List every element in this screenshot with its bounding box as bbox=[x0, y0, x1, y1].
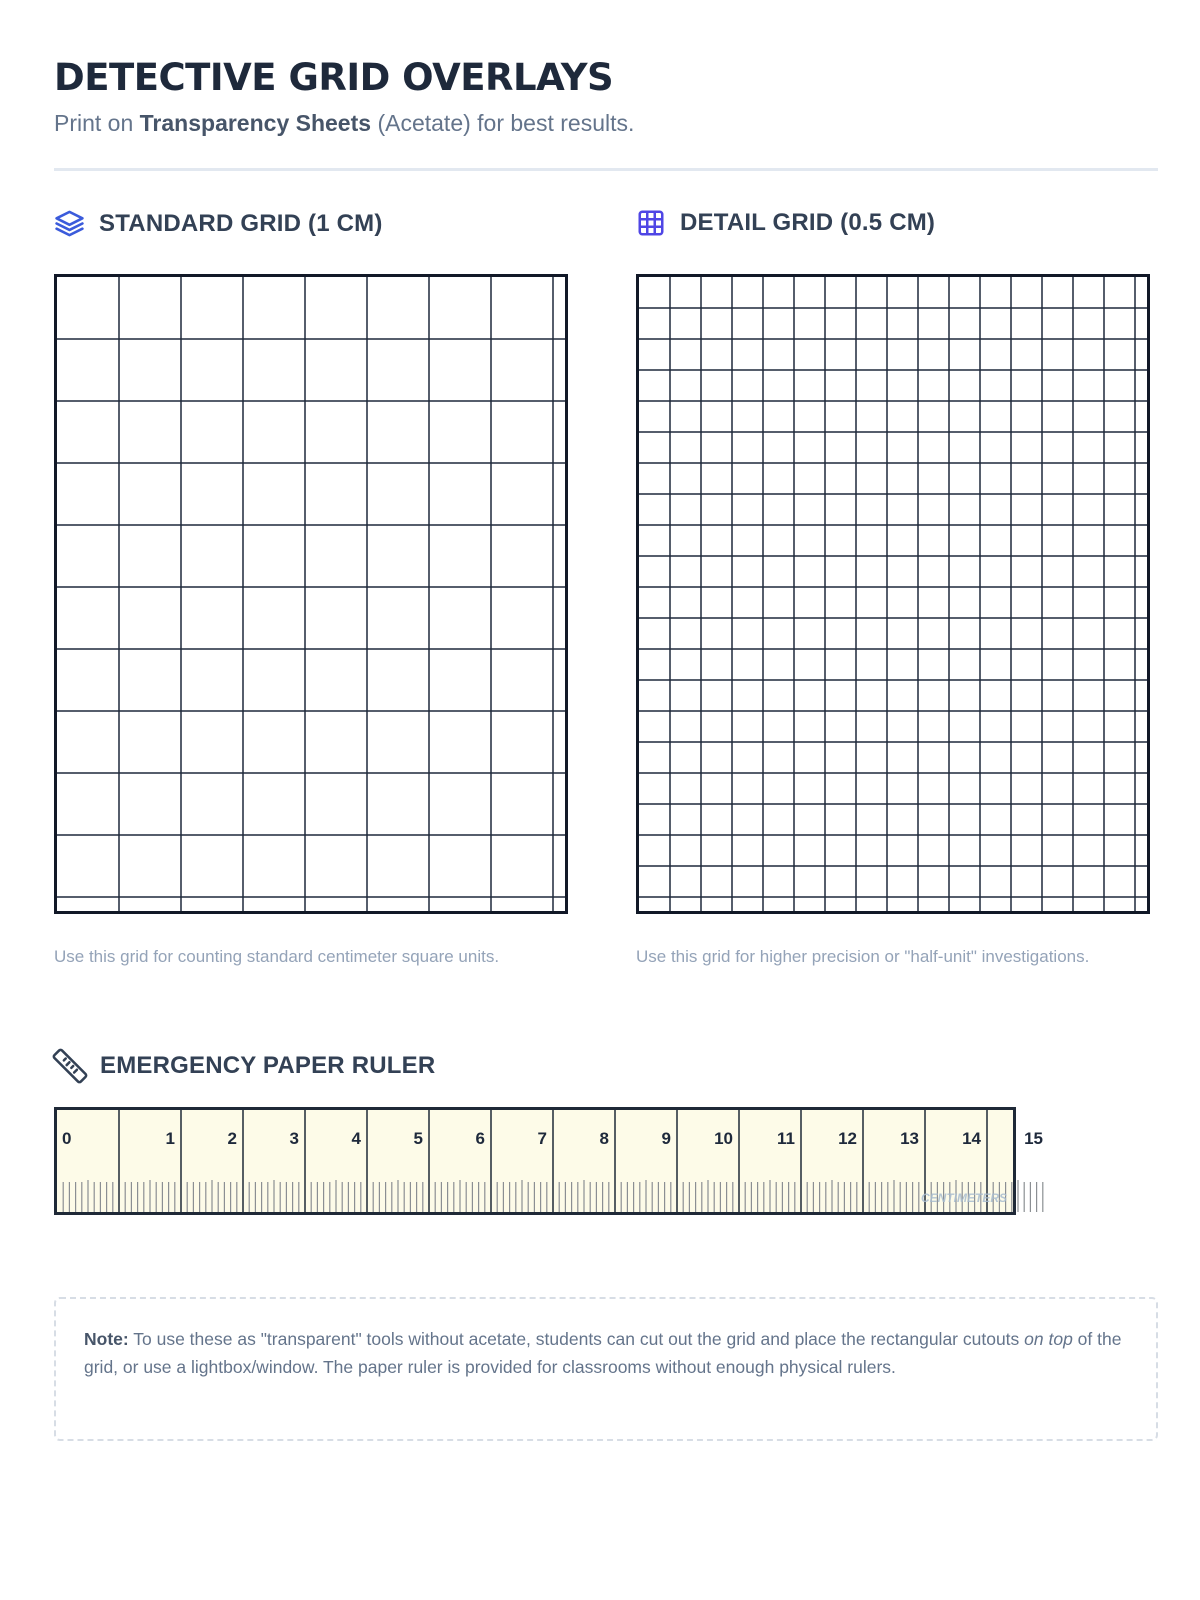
note-label: Note: bbox=[84, 1329, 129, 1349]
ruler-icon bbox=[54, 1050, 86, 1082]
note-text-end: of the grid, or use a lightbox/window. The paper ruler is provided for classrooms without enough physical rulers. bbox=[84, 1329, 1122, 1377]
layers-icon bbox=[54, 208, 85, 239]
ruler-label: 1 bbox=[165, 1129, 175, 1148]
ruler-label: 7 bbox=[537, 1129, 547, 1148]
note-box bbox=[54, 1297, 1158, 1441]
ruler-label: 10 bbox=[714, 1129, 733, 1148]
subtitle-emphasis: Transparency Sheets bbox=[139, 110, 372, 136]
detail-grid-caption: Use this grid for higher precision or "half-unit" investigations. bbox=[636, 947, 1090, 966]
header-divider bbox=[54, 168, 1158, 171]
paper-ruler bbox=[54, 1107, 1043, 1215]
ruler-label: 11 bbox=[777, 1129, 795, 1148]
ruler-label: 9 bbox=[661, 1129, 671, 1148]
standard-grid bbox=[54, 274, 568, 914]
detail-grid-heading bbox=[636, 208, 935, 238]
ruler-heading bbox=[54, 1050, 435, 1082]
standard-grid-heading bbox=[54, 208, 383, 239]
ruler-label: 12 bbox=[838, 1129, 857, 1148]
grid-icon bbox=[636, 208, 666, 238]
standard-grid-caption: Use this grid for counting standard centimeter square units. bbox=[54, 947, 500, 966]
ruler-label: 14 bbox=[962, 1129, 981, 1148]
subtitle-text: Print on bbox=[54, 110, 140, 136]
ruler-label: 15 bbox=[1024, 1129, 1043, 1148]
detail-grid bbox=[636, 274, 1150, 914]
ruler-label: 5 bbox=[413, 1129, 423, 1148]
note-italic: on top bbox=[1024, 1329, 1073, 1349]
note-text: To use these as "transparent" tools without acetate, students can cut out the grid and place the rectangular cutouts bbox=[128, 1329, 1025, 1349]
subtitle-text-end: (Acetate) for best results. bbox=[371, 110, 635, 136]
ruler-title: EMERGENCY PAPER RULER bbox=[100, 1052, 436, 1079]
ruler-label: 8 bbox=[599, 1129, 609, 1148]
page-title: DETECTIVE GRID OVERLAYS bbox=[54, 56, 614, 99]
standard-grid-title: STANDARD GRID (1 CM) bbox=[99, 209, 383, 237]
ruler-label: 2 bbox=[227, 1129, 237, 1148]
ruler-label: 0 bbox=[62, 1129, 72, 1148]
ruler-label: 13 bbox=[900, 1129, 919, 1148]
detail-grid-title: DETAIL GRID (0.5 CM) bbox=[680, 209, 936, 236]
ruler-label: 3 bbox=[289, 1129, 299, 1148]
ruler-label: 4 bbox=[351, 1129, 361, 1148]
ruler-unit-label: CENTIMETERS bbox=[920, 1191, 1007, 1205]
ruler-label: 6 bbox=[475, 1129, 485, 1148]
page-subtitle bbox=[54, 110, 634, 137]
